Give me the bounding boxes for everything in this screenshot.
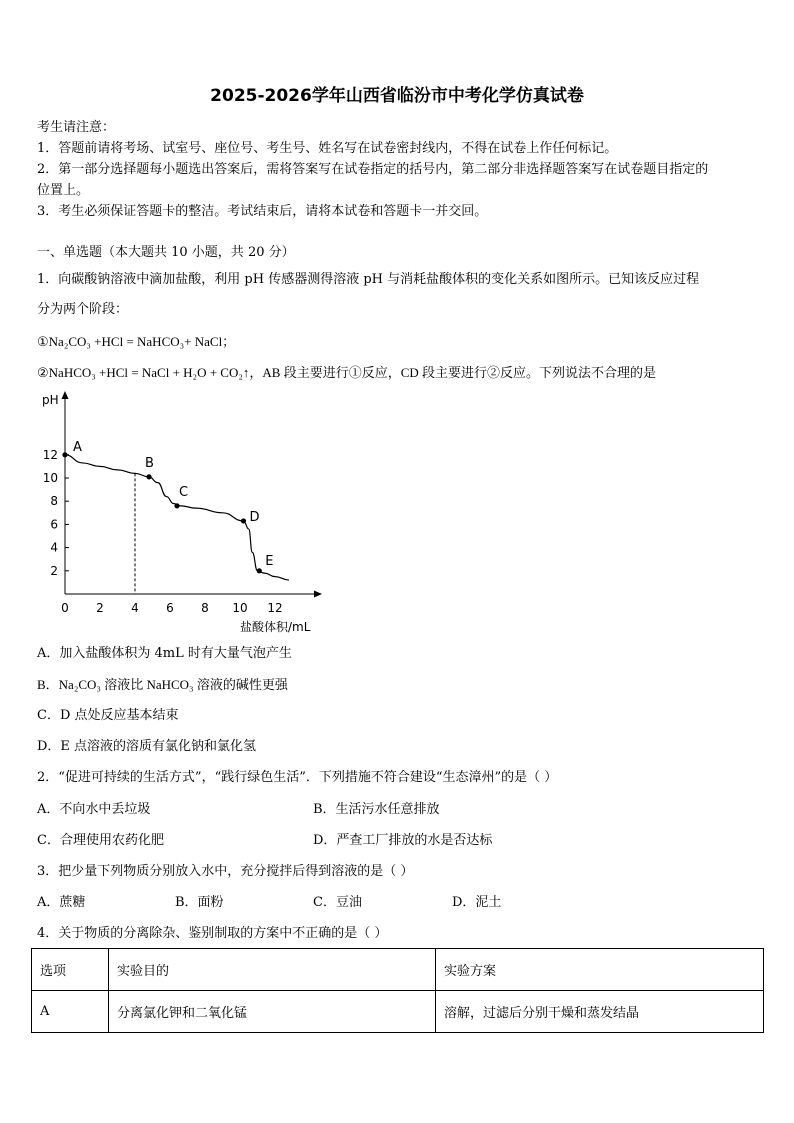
point-d [241,518,246,523]
option-c: C．D 点处反应基本结束 [37,708,179,723]
table-cell: 分离氯化钾和二氧化锰 [109,991,436,1033]
y-tick-label: 10 [42,471,58,485]
y-axis-arrow [62,391,69,399]
x-tick-label: 2 [96,601,104,615]
table-header: 实验目的 [109,949,436,991]
option-c: C．合理使用农药化肥 [37,833,164,848]
point-c [174,503,179,508]
point-label-b: B [145,455,154,471]
point-label-d: D [249,509,260,525]
x-tick-label: 8 [201,601,209,615]
x-axis-arrow [314,591,322,598]
option-d: D．E 点溶液的溶质有氯化钠和氯化氢 [37,739,257,754]
point-a [62,452,67,457]
x-tick-label: 6 [166,601,174,615]
ph-chart [30,385,340,635]
table-header: 实验方案 [436,949,764,991]
page-title: 2025-2026学年山西省临汾市中考化学仿真试卷 [210,86,584,106]
point-e [257,568,262,573]
notice-item: 3．考生必须保证答题卡的整洁。考试结束后，请将本试卷和答题卡一并交回。 [37,204,488,219]
point-label-a: A [73,439,82,455]
option-d: D．泥土 [452,895,502,910]
notice-heading: 考生请注意： [37,120,116,135]
option-a: A．不向水中丢垃圾 [37,802,151,817]
experiment-table [31,948,764,1033]
question-stem: 4．关于物质的分离除杂、鉴别制取的方案中不正确的是（ ） [37,926,388,941]
y-tick-label: 4 [50,540,58,555]
table-cell: 溶解，过滤后分别干燥和蒸发结晶 [436,991,764,1033]
table-header-row [32,949,764,991]
y-tick-label: 6 [50,517,58,532]
question-stem: 分为两个阶段： [37,302,129,317]
notice-item: 位置上。 [37,183,90,198]
table-row [32,991,764,1033]
x-tick-label: 10 [232,601,248,615]
point-b [146,474,151,479]
question-stem: 3．把少量下列物质分别放入水中，充分搅拌后得到溶液的是（ ） [37,864,414,879]
option-b: B．生活污水任意排放 [313,802,440,817]
point-label-e: E [265,553,274,569]
equation-2: ②NaHCO₃ +HCl = NaCl + H₂O + CO₂↑，AB 段主要进行①反应，CD 段主要进行②反应。下列说法不合理的是 [37,365,656,380]
question-stem: 1．向碳酸钠溶液中滴加盐酸，利用 pH 传感器测得溶液 pH 与消耗盐酸体积的变化关系如图所示。已知该反应过程 [37,272,700,287]
table-header: 选项 [32,949,109,991]
section-heading: 一、单选题（本大题共 10 小题，共 20 分） [37,245,295,260]
question-stem: 2．“促进可持续的生活方式”，“践行绿色生活”．下列措施不符合建设“生态漳州”的是（ ） [37,770,558,785]
table-cell: A [32,991,109,1033]
x-tick-label: 12 [267,601,283,615]
x-tick-label: 4 [131,601,139,615]
equation-1: ①Na₂CO₃ +HCl = NaHCO₃+ NaCl； [37,334,236,349]
option-b: B．面粉 [175,895,224,910]
point-label-c: C [179,484,189,500]
option-a: A．加入盐酸体积为 4mL 时有大量气泡产生 [37,646,292,661]
notice-item: 1．答题前请将考场、试室号、座位号、考生号、姓名写在试卷密封线内，不得在试卷上作任何标记。 [37,141,618,156]
x-tick-label: 0 [61,601,69,615]
option-a: A．蔗糖 [37,895,86,910]
option-c: C．豆油 [313,895,362,910]
y-axis-label: pH [42,393,59,407]
option-b: B．Na₂CO₃ 溶液比 NaHCO₃ 溶液的碱性更强 [37,677,288,692]
notice-item: 2．第一部分选择题每小题选出答案后，需将答案写在试卷指定的括号内，第二部分非选择题答案写在试卷题目指定的 [37,162,709,177]
option-d: D．严查工厂排放的水是否达标 [313,833,493,848]
y-tick-label: 8 [50,494,58,509]
x-axis-label: 盐酸体积/mL [240,620,311,634]
y-tick-label: 2 [50,563,58,578]
y-tick-label: 12 [42,447,58,462]
